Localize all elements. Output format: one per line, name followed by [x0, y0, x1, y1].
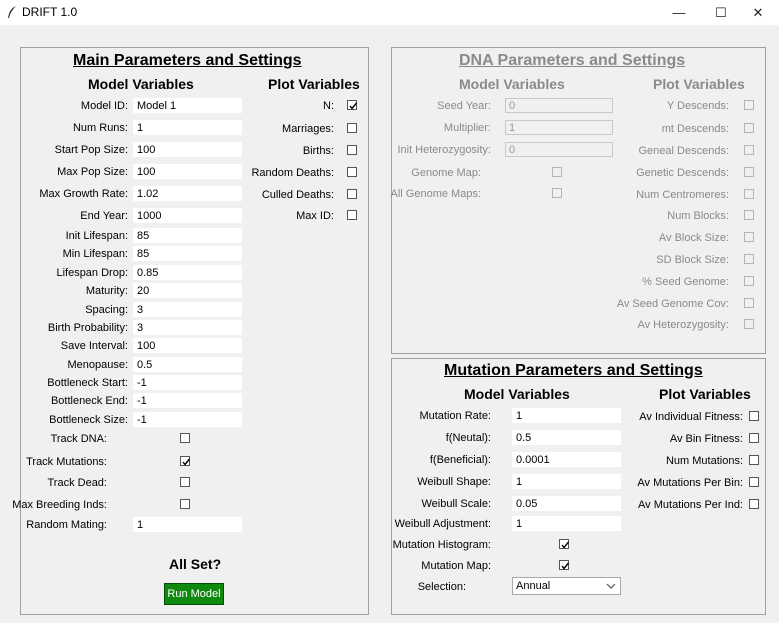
field-input[interactable]: 100: [133, 164, 242, 179]
dna-plot-label: Av Block Size:: [658, 232, 729, 244]
plot-label: Max ID:: [296, 210, 334, 222]
chevron-down-icon: [606, 578, 616, 599]
dna-plot-label: mt Descends:: [661, 123, 729, 135]
dna-plot-checkbox: [744, 145, 754, 155]
plot-label: Births:: [302, 145, 334, 157]
plot-checkbox[interactable]: [347, 189, 357, 199]
field-label: Num Runs:: [72, 122, 128, 134]
mutation-field-input[interactable]: 1: [512, 516, 621, 531]
run-model-button[interactable]: Run Model: [164, 583, 224, 605]
dna-plot-checkbox: [744, 319, 754, 329]
field-label: Bottleneck Size:: [49, 414, 128, 426]
field-label: Init Lifespan:: [65, 230, 128, 242]
close-icon: ✕: [752, 4, 764, 20]
dna-plot-checkbox: [744, 100, 754, 110]
dna-plot-checkbox: [744, 189, 754, 199]
dna-plot-checkbox: [744, 298, 754, 308]
close-button[interactable]: [737, 0, 779, 25]
mutation-field-label: Weibull Shape:: [417, 476, 491, 488]
dna-plot-checkbox: [744, 276, 754, 286]
dna-plot-label: SD Block Size:: [656, 254, 729, 266]
field-input[interactable]: 85: [133, 246, 242, 261]
field-input[interactable]: 100: [133, 338, 242, 353]
field-input[interactable]: 1: [133, 120, 242, 135]
main-plot-vars-header: Plot Variables: [268, 76, 360, 92]
plot-label: Culled Deaths:: [261, 189, 334, 201]
field-input[interactable]: 100: [133, 142, 242, 157]
maximize-button[interactable]: [700, 0, 742, 25]
mutation-field-label: Weibull Scale:: [421, 498, 491, 510]
mutation-field-label: f(Beneficial):: [429, 454, 491, 466]
feather-icon: [6, 5, 18, 19]
dna-plot-label: Av Seed Genome Cov:: [616, 298, 729, 310]
selection-dropdown[interactable]: [512, 577, 621, 595]
mutation-checkbox[interactable]: [559, 560, 569, 570]
minimize-button[interactable]: [658, 0, 700, 25]
dna-checkbox: [552, 188, 562, 198]
mutation-plot-checkbox[interactable]: [749, 411, 759, 421]
mutation-plot-label: Av Mutations Per Ind:: [638, 499, 743, 511]
option-checkbox[interactable]: [180, 433, 190, 443]
selection-label: Selection:: [417, 581, 466, 593]
mutation-field-input[interactable]: 1: [512, 474, 621, 489]
mutation-field-label: Mutation Rate:: [419, 410, 491, 422]
dna-field-label: Multiplier:: [443, 122, 491, 134]
option-checkbox[interactable]: [180, 477, 190, 487]
mutation-field-input[interactable]: 0.0001: [512, 452, 621, 467]
checkbox-label: Max Breeding Inds:: [12, 499, 107, 511]
mutation-plot-checkbox[interactable]: [749, 499, 759, 509]
dna-field-input: 1: [505, 120, 613, 135]
plot-label: Random Deaths:: [251, 167, 334, 179]
checkbox-label: Track DNA:: [50, 433, 107, 445]
mutation-check-label: Mutation Histogram:: [392, 539, 491, 551]
plot-checkbox[interactable]: [347, 100, 357, 110]
mutation-field-label: Weibull Adjustment:: [394, 518, 491, 530]
field-input[interactable]: 1.02: [133, 186, 242, 201]
field-label: Max Growth Rate:: [39, 188, 128, 200]
field-label: Bottleneck Start:: [47, 377, 128, 389]
dna-field-input: 0: [505, 98, 613, 113]
field-input[interactable]: 0.85: [133, 265, 242, 280]
option-checkbox[interactable]: [180, 456, 190, 466]
mutation-plot-vars-header: Plot Variables: [659, 386, 751, 402]
plot-label: N:: [323, 100, 334, 112]
field-label: End Year:: [80, 210, 128, 222]
field-label: Birth Probability:: [47, 322, 128, 334]
mutation-plot-label: Av Mutations Per Bin:: [637, 477, 743, 489]
option-checkbox[interactable]: [180, 499, 190, 509]
dna-plot-checkbox: [744, 123, 754, 133]
field-input[interactable]: -1: [133, 375, 242, 390]
field-label: Save Interval:: [60, 340, 128, 352]
dna-panel-title: DNA Parameters and Settings: [459, 52, 686, 69]
field-label: Min Lifespan:: [62, 248, 128, 260]
dna-field-label: Init Heterozygosity:: [397, 144, 491, 156]
mutation-field-input[interactable]: 0.05: [512, 496, 621, 511]
plot-label: Marriages:: [282, 123, 334, 135]
dna-plot-label: Num Blocks:: [667, 210, 729, 222]
mutation-plot-label: Av Individual Fitness:: [639, 411, 743, 423]
dna-plot-label: Genetic Descends:: [636, 167, 729, 179]
checkbox-label: Track Mutations:: [26, 456, 107, 468]
field-label: Bottleneck End:: [50, 395, 128, 407]
field-label: Maturity:: [85, 285, 128, 297]
mutation-checkbox[interactable]: [559, 539, 569, 549]
mutation-field-label: f(Neutal):: [445, 432, 491, 444]
maximize-icon: ☐: [715, 4, 727, 20]
selection-value: Annual: [516, 580, 551, 592]
dna-field-label: Seed Year:: [437, 100, 491, 112]
dna-plot-label: Geneal Descends:: [638, 145, 729, 157]
field-input[interactable]: 3: [133, 320, 242, 335]
dna-check-label: All Genome Maps:: [390, 188, 481, 200]
dna-plot-checkbox: [744, 210, 754, 220]
field-input[interactable]: 20: [133, 283, 242, 298]
field-input[interactable]: 3: [133, 302, 242, 317]
mutation-plot-checkbox[interactable]: [749, 455, 759, 465]
dna-plot-label: Num Centromeres:: [636, 189, 729, 201]
dna-field-input: 0: [505, 142, 613, 157]
dna-plot-vars-header: Plot Variables: [653, 76, 745, 92]
main-panel-title: Main Parameters and Settings: [73, 52, 302, 69]
field-input[interactable]: -1: [133, 393, 242, 408]
dna-plot-checkbox: [744, 254, 754, 264]
field-label: Lifespan Drop:: [56, 267, 128, 279]
field-input[interactable]: 0.5: [133, 357, 242, 372]
dna-plot-label: Y Descends:: [666, 100, 729, 112]
all-set-label: All Set?: [169, 556, 222, 572]
mutation-check-label: Mutation Map:: [421, 560, 491, 572]
field-label: Model ID:: [80, 100, 128, 112]
dna-checkbox: [552, 167, 562, 177]
field-input[interactable]: 85: [133, 228, 242, 243]
field-label: Start Pop Size:: [54, 144, 128, 156]
main-model-vars-header: Model Variables: [88, 76, 194, 92]
window-title: DRIFT 1.0: [22, 5, 78, 19]
dna-plot-checkbox: [744, 232, 754, 242]
mutation-field-input[interactable]: 0.5: [512, 430, 621, 445]
random-mating-label: Random Mating:: [26, 519, 107, 531]
mutation-plot-checkbox[interactable]: [749, 477, 759, 487]
plot-checkbox[interactable]: [347, 167, 357, 177]
plot-checkbox[interactable]: [347, 123, 357, 133]
mutation-panel-title: Mutation Parameters and Settings: [444, 362, 703, 379]
field-input[interactable]: Model 1: [133, 98, 242, 113]
mutation-plot-label: Num Mutations:: [665, 455, 743, 467]
field-input[interactable]: 1000: [133, 208, 242, 223]
minimize-icon: —: [672, 5, 686, 20]
plot-checkbox[interactable]: [347, 145, 357, 155]
dna-model-vars-header: Model Variables: [459, 76, 565, 92]
field-input[interactable]: -1: [133, 412, 242, 427]
checkbox-label: Track Dead:: [47, 477, 107, 489]
mutation-plot-checkbox[interactable]: [749, 433, 759, 443]
title-bar: [0, 0, 779, 25]
dna-plot-label: % Seed Genome:: [642, 276, 729, 288]
field-label: Menopause:: [67, 359, 128, 371]
field-label: Max Pop Size:: [57, 166, 128, 178]
dna-check-label: Genome Map:: [411, 167, 481, 179]
dna-plot-checkbox: [744, 167, 754, 177]
plot-checkbox[interactable]: [347, 210, 357, 220]
dna-plot-label: Av Heterozygosity:: [637, 319, 729, 331]
mutation-field-input[interactable]: 1: [512, 408, 621, 423]
mutation-plot-label: Av Bin Fitness:: [669, 433, 743, 445]
random-mating-input[interactable]: 1: [133, 517, 242, 532]
field-label: Spacing:: [85, 304, 128, 316]
mutation-model-vars-header: Model Variables: [464, 386, 570, 402]
